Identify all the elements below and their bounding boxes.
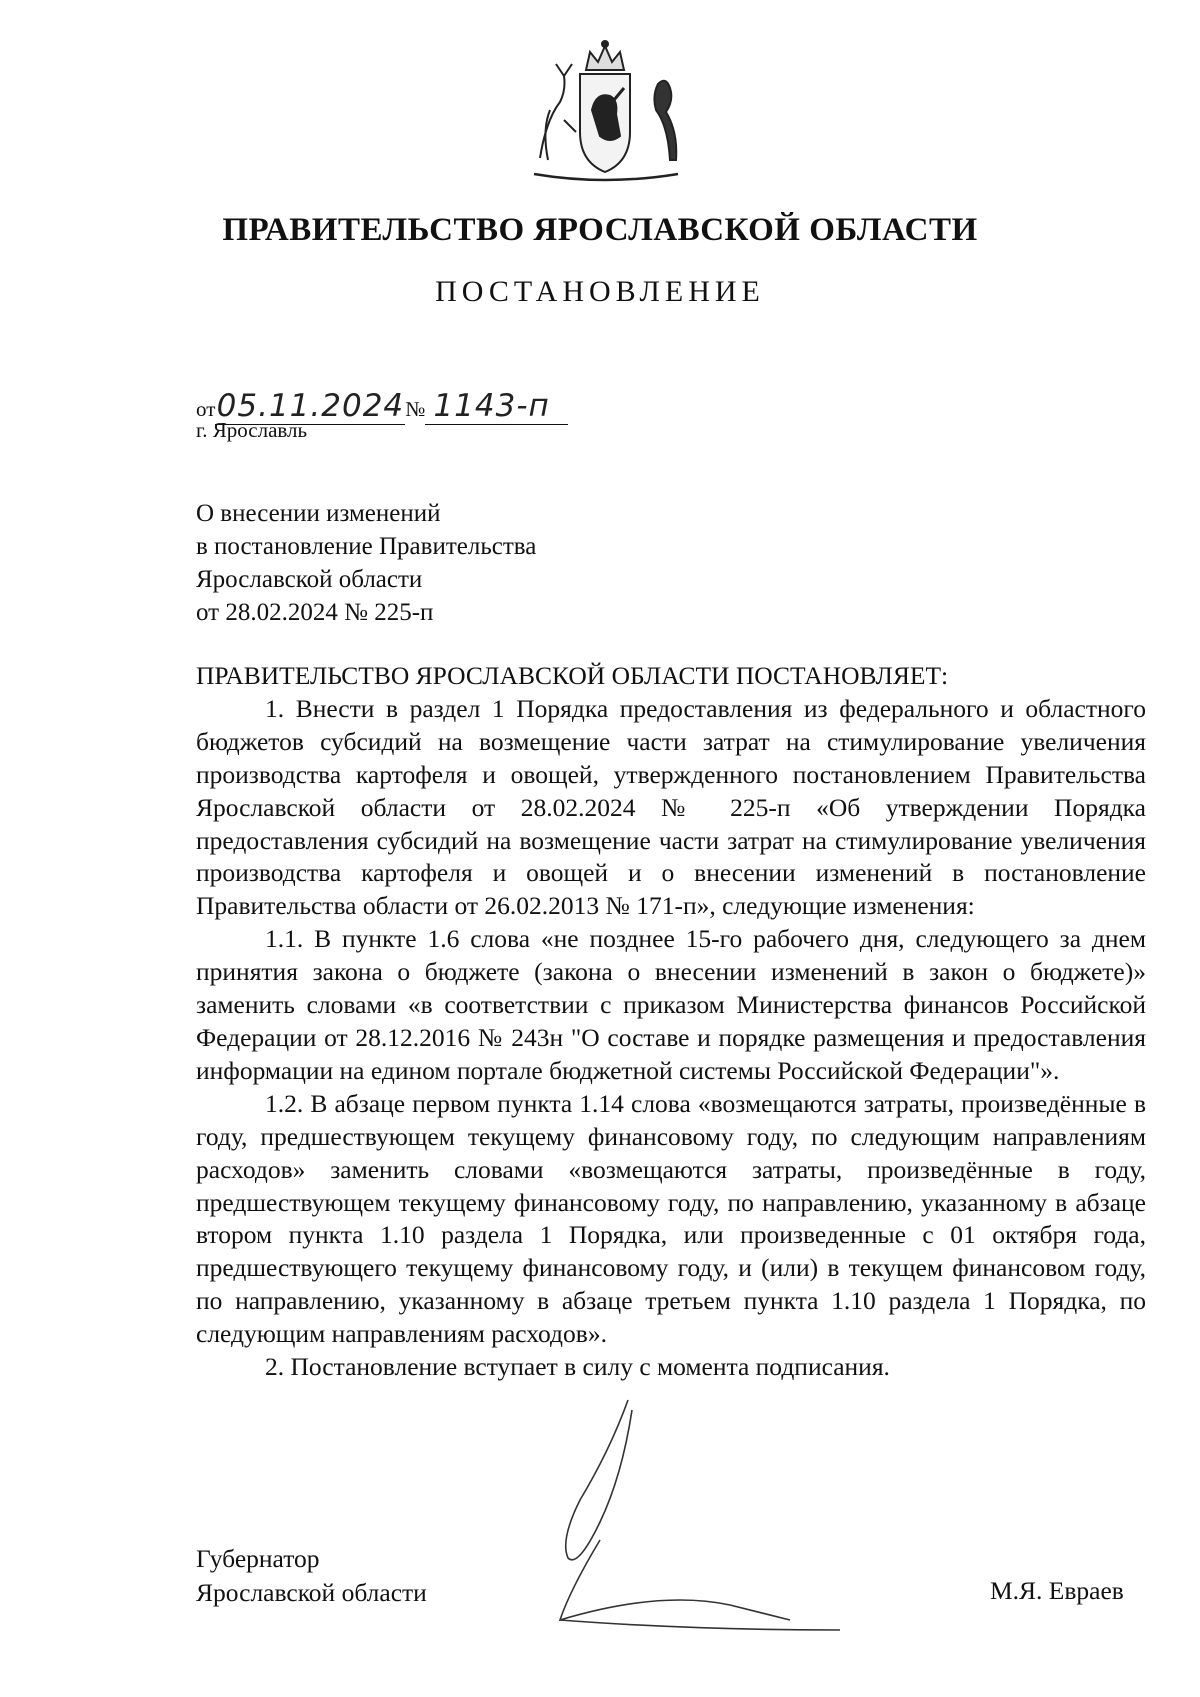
signatory-position bbox=[196, 1542, 427, 1610]
document-city: г. Ярославль bbox=[196, 418, 308, 442]
document-subject bbox=[196, 497, 796, 629]
subject-line: О внесении изменений bbox=[196, 500, 441, 527]
body-paragraph: 2. Постановление вступает в силу с момента подписания. bbox=[265, 1352, 890, 1382]
position-line: Ярославской области bbox=[196, 1578, 427, 1607]
body-paragraph: 1. Внести в раздел 1 Порядка предоставления из федерального и областного бюджетов субсидий на возмещение части затрат на стимулирование увеличения производства картофеля и овощей, утвержденного постановлением Правительства Ярославской области от 28.02.2024 № 225-п «Об утверждении Порядка предоставления субсидий на возмещение части затрат на стимулирование увеличения производства картофеля и овощей и о внесении изменений в постановление Правительства области от 26.02.2013 № 171-п», следующие изменения: bbox=[196, 693, 1146, 921]
document-body bbox=[196, 660, 1146, 1384]
government-title: ПРАВИТЕЛЬСТВО ЯРОСЛАВСКОЙ ОБЛАСТИ bbox=[222, 212, 978, 248]
subject-line: в постановление Правительства bbox=[196, 533, 537, 560]
body-paragraph: 1.2. В абзаце первом пункта 1.14 слова «возмещаются затраты, произведённые в году, предшествующем текущему финансовому году, по следующим направлениям расходов» заменить словами «возмещаются затраты, произведённые в году, предшествующем текущему финансовому году, по направлению, указанному в абзаце втором пункта 1.10 раздела 1 Порядка, или произведенные с 01 октября года, предшествующего текущему финансовому году, и (или) в текущем финансовом году, по направлению, указанному в абзаце третьем пункта 1.10 раздела 1 Порядка, по следующим направлениям расходов». bbox=[196, 1088, 1146, 1349]
subject-line: от 28.02.2024 № 225-п bbox=[196, 599, 434, 626]
document-number: 1143-п bbox=[425, 388, 568, 425]
body-paragraph: 1.1. В пункте 1.6 слова «не позднее 15-го рабочего дня, следующего за днем принятия закона о бюджете (закона о внесении изменений в закон о бюджете)» заменить словами «в соответствии с приказом Министерства финансов Российской Федерации от 28.12.2016 № 243н "О составе и порядке размещения и предоставления информации на едином портале бюджетной системы Российской Федерации"». bbox=[196, 924, 1146, 1085]
number-prefix: № bbox=[405, 397, 426, 421]
resolution-lead: ПРАВИТЕЛЬСТВО ЯРОСЛАВСКОЙ ОБЛАСТИ ПОСТАНОВЛЯЕТ: bbox=[196, 661, 949, 690]
position-line: Губернатор bbox=[196, 1544, 320, 1573]
handwritten-signature bbox=[540, 1390, 920, 1650]
document-date: 05.11.2024 bbox=[216, 388, 405, 424]
coat-of-arms-icon bbox=[520, 40, 690, 185]
signatory-name: М.Я. Евраев bbox=[990, 1576, 1124, 1605]
date-prefix: от bbox=[196, 397, 216, 421]
subject-line: Ярославской области bbox=[196, 566, 423, 593]
document-type: ПОСТАНОВЛЕНИЕ bbox=[435, 275, 765, 308]
